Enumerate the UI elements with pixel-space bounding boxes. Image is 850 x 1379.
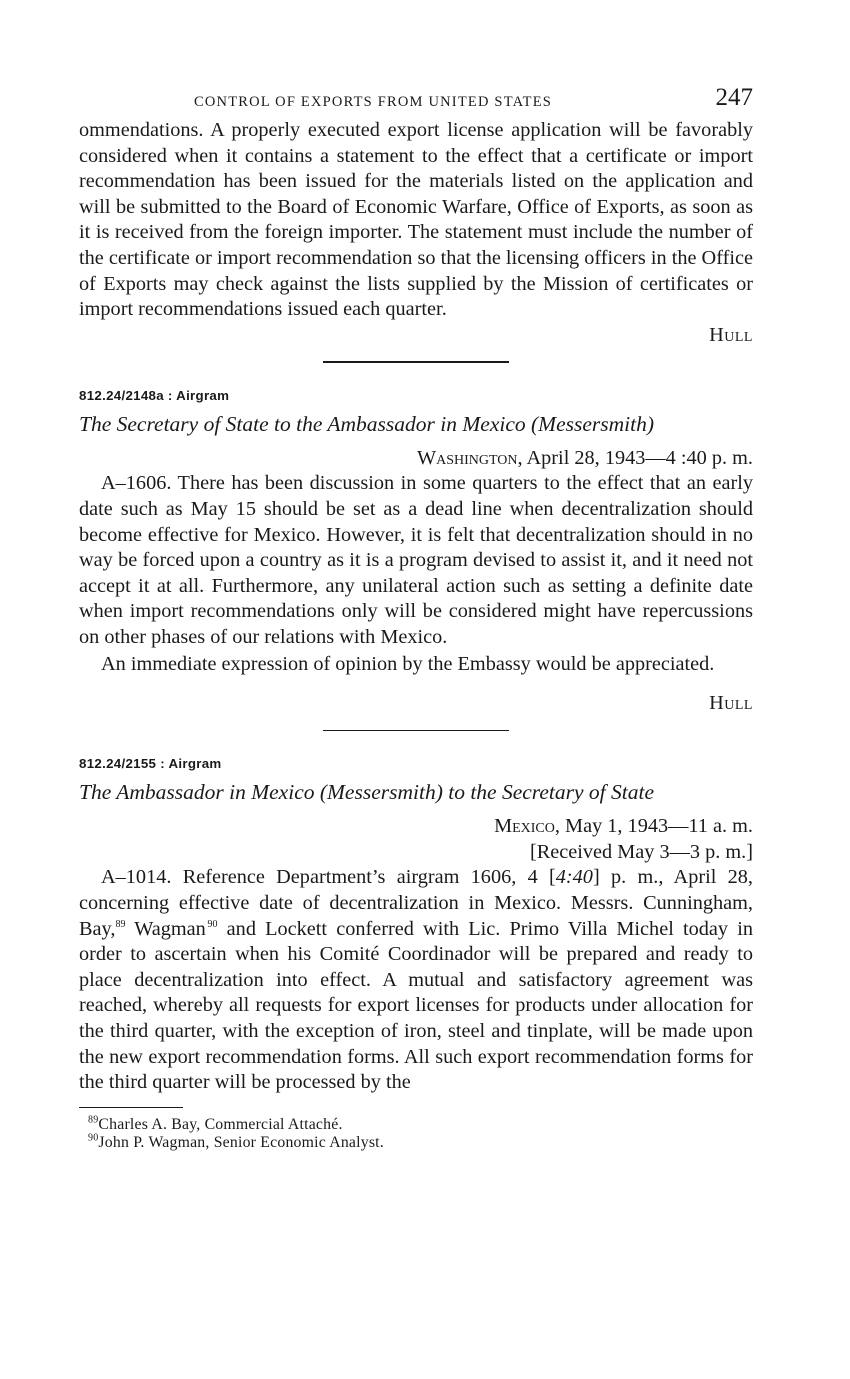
opening-paragraph: ommendations. A properly executed export license application will be favorably considered when it contains a statement to the effect that a certificate or import recommendation has been issued for the materials listed on the application and will be submitted to the Board of Economic Warfare, Office of Exports, as soon as it is received from the foreign importer. The statement must include the number of the certificate or import recommendation so that the licensing officers in the Office of Exports may check against the lists supplied by the Mission of certificates or import recommendations issued each quarter. <box>79 119 753 321</box>
signature: Hull <box>709 323 753 346</box>
footnotes <box>79 1116 753 1151</box>
dateline-date: , May 1, 1943—11 a. m. <box>554 815 753 838</box>
footnote <box>79 1134 753 1152</box>
dateline <box>79 446 753 472</box>
signature: Hull <box>709 692 753 715</box>
document-title: The Secretary of State to the Ambassador in Mexico (Messersmith) <box>79 411 655 436</box>
paragraph-text: ] p. m., April 28, concerning effective date of decentralization in Mexico. Messrs. Cunningham, Bay, <box>79 866 753 940</box>
document-entry <box>79 756 753 1096</box>
footnote-mark[interactable]: 89 <box>115 918 126 930</box>
file-reference: 812.24/2155 : Airgram <box>79 756 222 772</box>
document-title: The Ambassador in Mexico (Messersmith) to the Secretary of State <box>79 780 655 805</box>
footnote-text: John P. Wagman, Senior Economic Analyst. <box>98 1133 384 1151</box>
body-paragraph: A–1606. There has been discussion in some quarters to the effect that an early date such as May 15 should be set as a dead line when decentralization should become effective for Mexico. However, it is felt that decentralization should in no way be forced upon a country as it is a program devised to assist it, and it need not accept it at all. Furthermore, any unilateral action such as setting a definite date when import recommendations only will be considered might have repercussions on other phases of our relations with Mexico. <box>79 472 753 648</box>
paragraph-text: A–1014. Reference Department’s airgram 1606, 4 [ <box>101 866 556 889</box>
file-reference: 812.24/2148a : Airgram <box>79 387 230 403</box>
running-title: CONTROL OF EXPORTS FROM UNITED STATES <box>194 94 553 110</box>
footnote-number: 89 <box>88 1114 99 1126</box>
received-line: [Received May 3—3 p. m.] <box>529 840 753 863</box>
dateline <box>79 814 753 840</box>
page-number: 247 <box>715 84 753 111</box>
paragraph-text: Wagman <box>125 917 206 940</box>
section-divider <box>323 730 509 732</box>
document-entry <box>79 388 753 717</box>
footnote-mark[interactable]: 90 <box>207 918 218 930</box>
dateline-place: Mexico <box>494 815 555 838</box>
dateline-place: Washington <box>416 446 518 469</box>
paragraph-text: and Lockett conferred with Lic. Primo Villa Michel today in order to ascertain when his Comité Coordinador will be prepared and ready to place decentralization into effect. A mutual and satisfactory agreement was reached, whereby all requests for export licenses for products under allocation for the third quarter, with the exception of iron, steel and tinplate, will be made upon the new export recommendation forms. All such export recommendation forms for the third quarter will be processed by the <box>79 917 753 1094</box>
footnote-divider <box>79 1107 183 1108</box>
body-paragraph <box>79 865 753 1095</box>
footnote-number: 90 <box>88 1132 99 1144</box>
section-divider <box>323 361 509 363</box>
dateline-date: , April 28, 1943—4 :40 p. m. <box>517 446 753 469</box>
footnote-text: Charles A. Bay, Commercial Attaché. <box>98 1116 343 1133</box>
paragraph-italic-time: 4:40 <box>555 866 593 889</box>
footnote <box>79 1116 753 1134</box>
body-paragraph: An immediate expression of opinion by the Embassy would be appreciated. <box>101 652 715 675</box>
running-head <box>79 84 753 118</box>
document-page <box>79 84 753 1151</box>
